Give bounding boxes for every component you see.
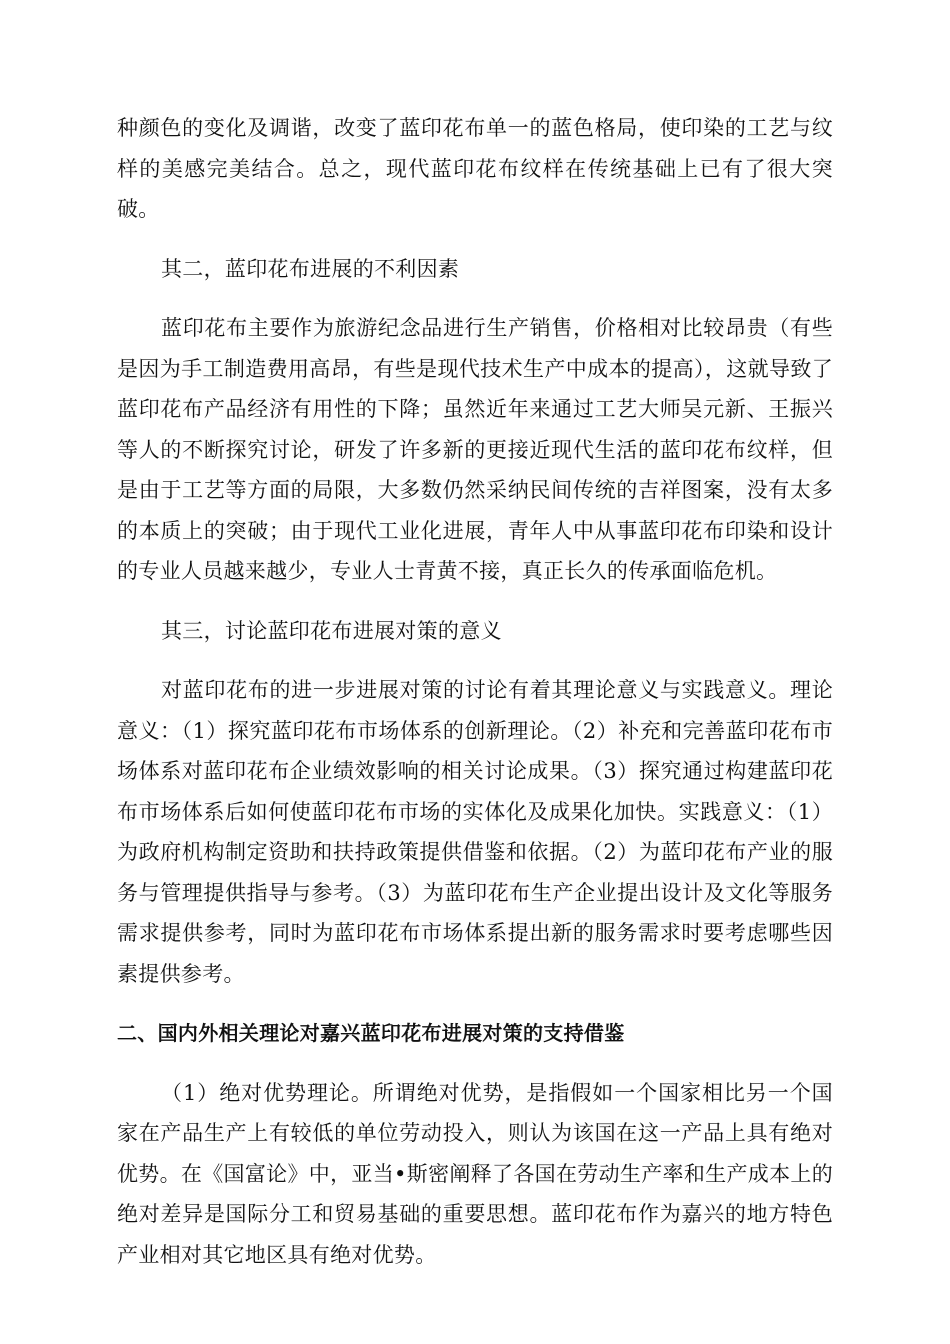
subheading-unfavorable-factors: 其二，蓝印花布进展的不利因素 — [161, 256, 460, 281]
paragraph-continuation: 种颜色的变化及调谐，改变了蓝印花布单一的蓝色格局，使印染的工艺与纹样的美感完美结合。总之，现代蓝印花布纹样在传统基础上已有了很大突破。 — [117, 116, 833, 221]
subheading-significance: 其三，讨论蓝印花布进展对策的意义 — [161, 618, 502, 643]
paragraph-unfavorable-factors: 蓝印花布主要作为旅游纪念品进行生产销售，价格相对比较昂贵（有些是因为手工制造费用高昂，有些是现代技术生产中成本的提高），这就导致了蓝印花布产品经济有用性的下降；虽然近年来通过工艺大师吴元新、王振兴等人的不断探究讨论，研发了许多新的更接近现代生活的蓝印花布纹样，但是由于工艺等方面的局限，大多数仍然采纳民间传统的吉祥图案，没有太多的本质上的突破；由于现代工业化进展，青年人中从事蓝印花布印染和设计的专业人员越来越少，专业人士青黄不接，真正长久的传承面临危机。 — [117, 316, 833, 583]
paragraph-significance: 对蓝印花布的进一步进展对策的讨论有着其理论意义与实践意义。理论意义：（1）探究蓝印花布市场体系的创新理论。（2）补充和完善蓝印花布市场体系对蓝印花布企业绩效影响的相关讨论成果。（3）探究通过构建蓝印花布市场体系后如何使蓝印花布市场的实体化及成果化加快。实践意义：（1）为政府机构制定资助和扶持政策提供借鉴和依据。（2）为蓝印花布产业的服务与管理提供指导与参考。（3）为蓝印花布生产企业提出设计及文化等服务需求提供参考，同时为蓝印花布市场体系提出新的服务需求时要考虑哪些因素提供参考。 — [117, 678, 833, 986]
document-page — [117, 108, 833, 1275]
paragraph-absolute-advantage: （1）绝对优势理论。所谓绝对优势，是指假如一个国家相比另一个国家在产品生产上有较低的单位劳动投入，则认为该国在这一产品上具有绝对优势。在《国富论》中，亚当•斯密阐释了各国在劳动生产率和生产成本上的绝对差异是国际分工和贸易基础的重要思想。蓝印花布作为嘉兴的地方特色产业相对其它地区具有绝对优势。 — [117, 1080, 833, 1267]
section-heading: 二、国内外相关理论对嘉兴蓝印花布进展对策的支持借鉴 — [117, 1021, 625, 1045]
